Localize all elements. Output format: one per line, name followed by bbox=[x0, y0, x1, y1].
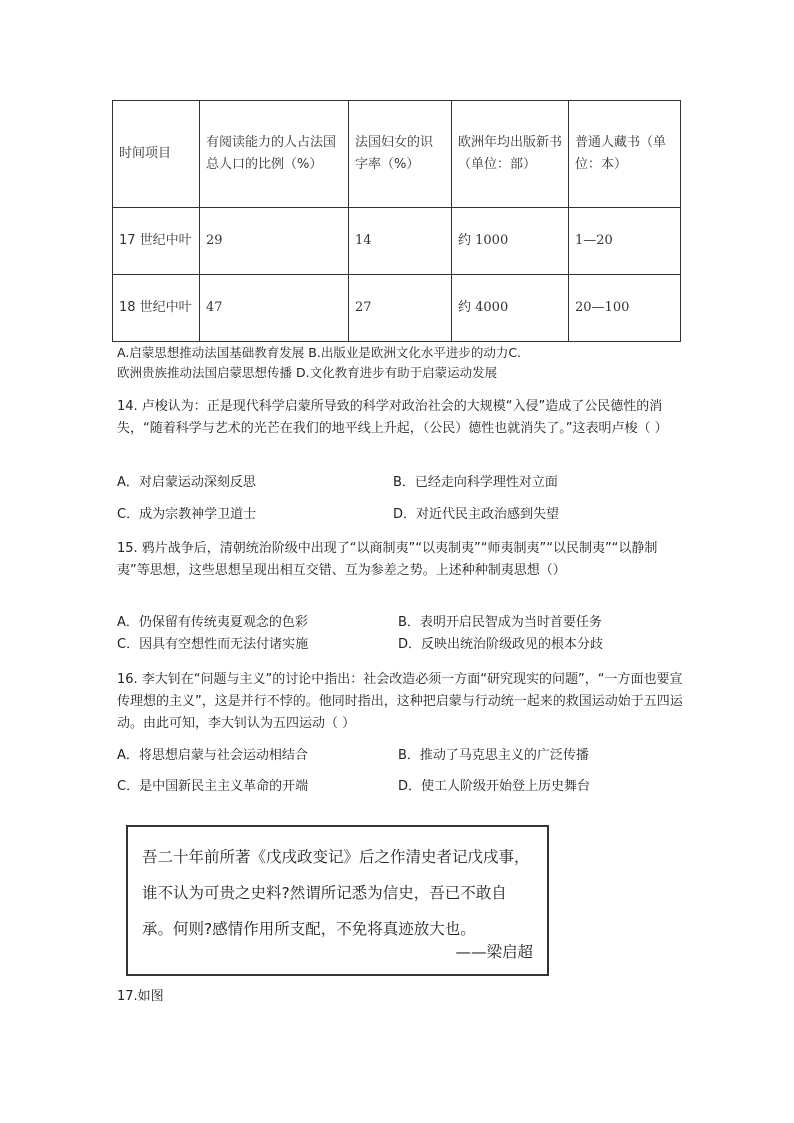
table-cell: 20—100 bbox=[569, 275, 681, 342]
q16-option-c: C．是中国新民主主义革命的开端 bbox=[117, 779, 309, 794]
table-header-cell: 欧洲年均出版新书（单位：部） bbox=[452, 101, 569, 208]
table-header-row bbox=[113, 101, 681, 208]
table-cell: 27 bbox=[349, 275, 452, 342]
q16-option-a: A．将思想启蒙与社会运动相结合 bbox=[117, 748, 308, 763]
q15-option-d: D．反映出统治阶级政见的根本分歧 bbox=[398, 637, 604, 652]
q15-option-c: C．因具有空想性而无法付诸实施 bbox=[117, 637, 309, 652]
q16-option-d: D．使工人阶级开始登上历史舞台 bbox=[398, 779, 591, 794]
table-cell: 约 4000 bbox=[452, 275, 569, 342]
table-header-cell: 时间项目 bbox=[113, 101, 200, 208]
q14-option-b: B．已经走向科学理性对立面 bbox=[393, 475, 558, 490]
q17-label: 17.如图 bbox=[117, 989, 164, 1004]
q15-option-a: A．仍保留有传统夷夏观念的色彩 bbox=[117, 615, 308, 630]
statistics-table bbox=[112, 100, 681, 342]
table-cell-period: 18 世纪中叶 bbox=[113, 275, 200, 342]
q14-option-a: A．对启蒙运动深刻反思 bbox=[117, 475, 256, 490]
quote-author: ——梁启超 bbox=[455, 943, 533, 961]
table-cell: 14 bbox=[349, 208, 452, 275]
quote-text: 吾二十年前所著《戊戌政变记》后之作清史者记戊戌事，谁不认为可贵之史料?然谓所记悉为信史，吾已不敢自承。何则?感情作用所支配，不免将真迹放大也。 bbox=[142, 848, 530, 938]
q13-options-line-1: A.启蒙思想推动法国基础教育发展 B.出版业是欧洲文化水平进步的动力C. bbox=[117, 345, 522, 360]
table-cell: 47 bbox=[200, 275, 349, 342]
q13-options-line-2: 欧洲贵族推动法国启蒙思想传播 D.文化教育进步有助于启蒙运动发展 bbox=[117, 365, 498, 380]
table-header-cell: 法国妇女的识字率（%） bbox=[349, 101, 452, 208]
q14-stem: 14. 卢梭认为：正是现代科学启蒙所导致的科学对政治社会的大规模“入侵”造成了公民德性的消失，“随着科学与艺术的光芒在我们的地平线上升起，（公民）德性也就消失了。”这表明卢梭（ ） bbox=[117, 399, 668, 436]
q14-option-c: C．成为宗教神学卫道士 bbox=[117, 507, 257, 522]
q15-option-b: B．表明开启民智成为当时首要任务 bbox=[398, 615, 602, 630]
q14-option-d: D．对近代民主政治感到失望 bbox=[393, 507, 560, 522]
table-header-cell: 普通人藏书（单位：本） bbox=[569, 101, 681, 208]
q16-stem: 16. 李大钊在“问题与主义”的讨论中指出：社会改造必须一方面“研究现实的问题”，“一方面也要宣传理想的主义”，这是并行不悖的。他同时指出，这种把启蒙与行动统一起来的救国运动始于五四运动。由此可知，李大钊认为五四运动（ ） bbox=[117, 672, 683, 731]
q15-stem: 15. 鸦片战争后，清朝统治阶级中出现了“以商制夷”“以夷制夷”“师夷制夷”“以民制夷”“以静制夷”等思想，这些思想呈现出相互交错、互为参差之势。上述种种制夷思想（） bbox=[117, 541, 658, 578]
table-cell: 29 bbox=[200, 208, 349, 275]
q16-option-b: B．推动了马克思主义的广泛传播 bbox=[398, 748, 589, 763]
table-cell: 1—20 bbox=[569, 208, 681, 275]
table-cell-period: 17 世纪中叶 bbox=[113, 208, 200, 275]
table-header-cell: 有阅读能力的人占法国总人口的比例（%） bbox=[200, 101, 349, 208]
table-row bbox=[113, 275, 681, 342]
quote-box bbox=[126, 825, 549, 976]
table-cell: 约 1000 bbox=[452, 208, 569, 275]
table-row bbox=[113, 208, 681, 275]
